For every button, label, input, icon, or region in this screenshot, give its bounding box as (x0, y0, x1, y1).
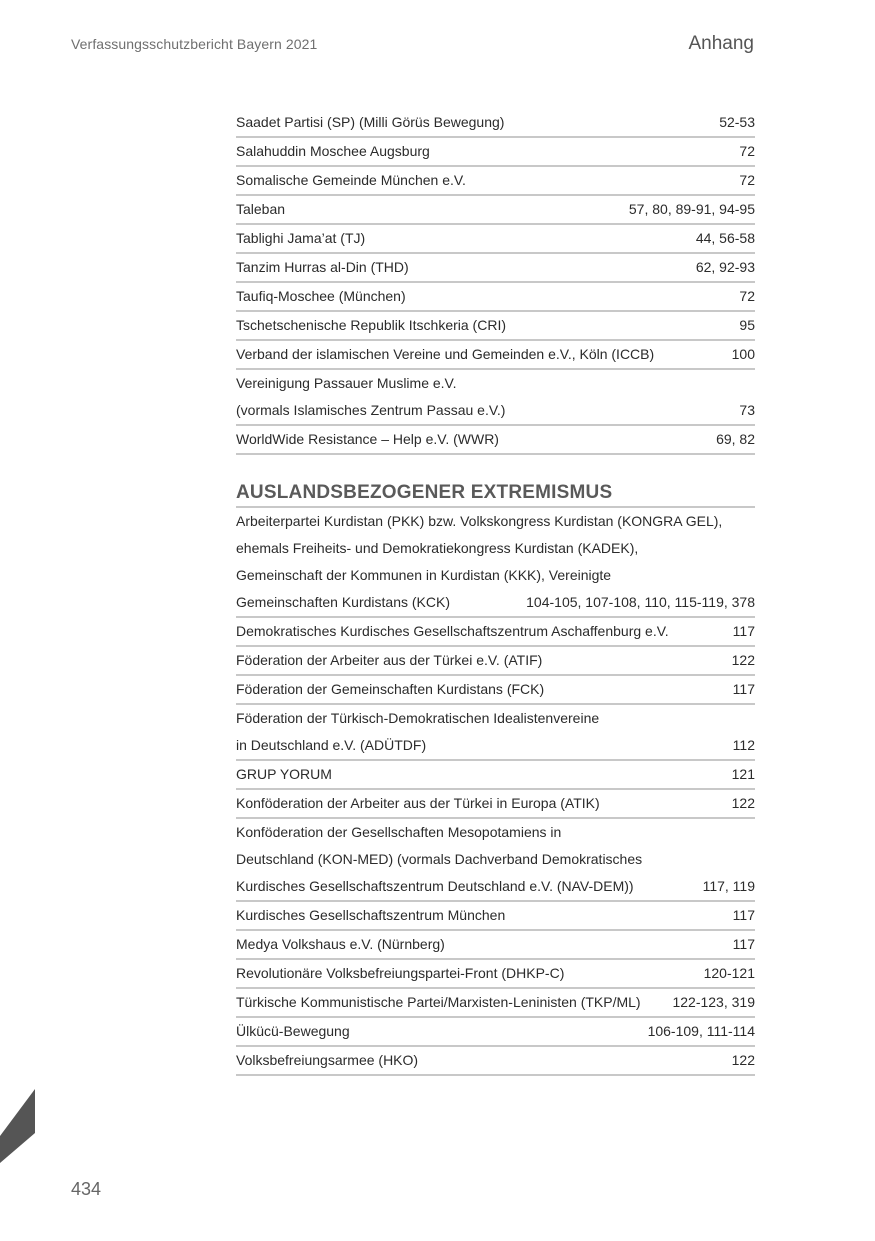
index-entry-line (236, 647, 755, 674)
index-entry-line (236, 312, 755, 339)
entry-name: Tanzim Hurras al-Din (THD) (236, 259, 409, 275)
entry-pages: 69, 82 (716, 431, 755, 447)
index-entry-line (236, 562, 755, 589)
index-entry-line (236, 790, 755, 817)
index-entry-line (236, 931, 755, 958)
entry-pages: 120-121 (703, 965, 755, 981)
entry-name: Vereinigung Passauer Muslime e.V. (236, 375, 457, 391)
index-entry-line (236, 819, 755, 846)
entry-pages: 122 (731, 795, 755, 811)
index-entry-line (236, 846, 755, 873)
entry-name: Föderation der Türkisch-Demokratischen Idealistenvereine (236, 710, 600, 726)
entry-pages: 62, 92-93 (695, 259, 755, 275)
index-entry-line (236, 589, 755, 616)
index-entry (236, 1018, 755, 1047)
index-entry (236, 618, 755, 647)
entry-name: Volksbefreiungsarmee (HKO) (236, 1052, 419, 1068)
index-entry (236, 370, 755, 426)
entry-name: Gemeinschaften Kurdistans (KCK) (236, 594, 450, 610)
index-entry (236, 676, 755, 705)
entry-name: Revolutionäre Volksbefreiungspartei-Front (DHKP-C) (236, 965, 565, 981)
entry-name: (vormals Islamisches Zentrum Passau e.V.) (236, 402, 506, 418)
index-entry-line (236, 676, 755, 703)
entry-name: Ülkücü-Bewegung (236, 1023, 350, 1039)
index-entry (236, 508, 755, 618)
entry-pages: 52-53 (719, 114, 755, 130)
entry-name: Deutschland (KON-MED) (vormals Dachverband Demokratisches (236, 851, 643, 867)
entry-name: in Deutschland e.V. (ADÜTDF) (236, 737, 427, 753)
index-entry (236, 312, 755, 341)
entry-name: Saadet Partisi (SP) (Milli Görüs Bewegung) (236, 114, 505, 130)
entry-name: Somalische Gemeinde München e.V. (236, 172, 466, 188)
entry-name: Kurdisches Gesellschaftszentrum München (236, 907, 506, 923)
index-entry (236, 960, 755, 989)
index-entry-line (236, 225, 755, 252)
index-entry (236, 902, 755, 931)
entry-pages: 72 (739, 172, 755, 188)
section-label: Anhang (688, 33, 754, 54)
entry-name: WorldWide Resistance – Help e.V. (WWR) (236, 431, 499, 447)
entry-pages: 72 (739, 143, 755, 159)
entry-name: Föderation der Gemeinschaften Kurdistans (FCK) (236, 681, 545, 697)
entry-pages: 104-105, 107-108, 110, 115-119, 378 (526, 594, 755, 610)
entry-name: Tschetschenische Republik Itschkeria (CRI) (236, 317, 506, 333)
entry-name: Gemeinschaft der Kommunen in Kurdistan (KKK), Vereinigte (236, 567, 612, 583)
entry-pages: 117 (732, 623, 755, 639)
entry-pages: 100 (731, 346, 755, 362)
index-entry (236, 705, 755, 761)
entry-pages: 95 (739, 317, 755, 333)
index-entry (236, 167, 755, 196)
index-entry-line (236, 960, 755, 987)
entry-name: Konföderation der Arbeiter aus der Türkei in Europa (ATIK) (236, 795, 600, 811)
index-entry (236, 283, 755, 312)
entry-pages: 44, 56-58 (695, 230, 755, 246)
entry-name: ehemals Freiheits- und Demokratiekongress Kurdistan (KADEK), (236, 540, 639, 556)
entry-pages: 106-109, 111-114 (647, 1023, 755, 1039)
index-entry-line (236, 109, 755, 136)
entry-name: Verband der islamischen Vereine und Gemeinden e.V., Köln (ICCB) (236, 346, 655, 362)
entry-name: Salahuddin Moschee Augsburg (236, 143, 430, 159)
index-list-continued (236, 109, 755, 455)
index-entry-line (236, 732, 755, 759)
index-entry (236, 138, 755, 167)
entry-name: Medya Volkshaus e.V. (Nürnberg) (236, 936, 445, 952)
entry-pages: 122 (731, 1052, 755, 1068)
index-entry-line (236, 618, 755, 645)
index-entry-line (236, 196, 755, 223)
entry-name: Kurdisches Gesellschaftszentrum Deutschland e.V. (NAV-DEM)) (236, 878, 634, 894)
entry-pages: 117 (732, 681, 755, 697)
index-entry (236, 819, 755, 902)
entry-name: Demokratisches Kurdisches Gesellschaftszentrum Aschaffenburg e.V. (236, 623, 669, 639)
entry-pages: 57, 80, 89-91, 94-95 (628, 201, 755, 217)
index-entry-line (236, 283, 755, 310)
index-entry-line (236, 341, 755, 368)
index-entry-line (236, 989, 755, 1016)
running-title: Verfassungsschutzbericht Bayern 2021 (71, 36, 318, 52)
index-entry-line (236, 705, 755, 732)
entry-name: Föderation der Arbeiter aus der Türkei e.V. (ATIF) (236, 652, 543, 668)
page-number: 434 (71, 1179, 102, 1199)
entry-pages: 122 (731, 652, 755, 668)
index-entry (236, 989, 755, 1018)
index-entry (236, 109, 755, 138)
section-heading: AUSLANDSBEZOGENER EXTREMISMUS (236, 479, 755, 508)
index-content (236, 109, 755, 1076)
index-entry-line (236, 535, 755, 562)
index-entry-line (236, 508, 755, 535)
index-entry (236, 761, 755, 790)
index-entry-line (236, 426, 755, 453)
index-entry (236, 1047, 755, 1076)
entry-name: Tablighi Jama’at (TJ) (236, 230, 366, 246)
index-entry-line (236, 1018, 755, 1045)
entry-pages: 112 (732, 737, 755, 753)
index-entry-line (236, 873, 755, 900)
entry-name: Arbeiterpartei Kurdistan (PKK) bzw. Volkskongress Kurdistan (KONGRA GEL), (236, 513, 723, 529)
index-entry (236, 254, 755, 283)
index-entry (236, 196, 755, 225)
index-entry-line (236, 761, 755, 788)
entry-name: Taufiq-Moschee (München) (236, 288, 406, 304)
index-entry (236, 341, 755, 370)
index-entry (236, 426, 755, 455)
entry-pages: 117 (732, 936, 755, 952)
index-entry (236, 790, 755, 819)
entry-pages: 72 (739, 288, 755, 304)
index-list-auslandsbezogener-extremismus (236, 508, 755, 1076)
index-entry (236, 225, 755, 254)
index-entry-line (236, 370, 755, 397)
entry-pages: 117 (732, 907, 755, 923)
entry-name: Türkische Kommunistische Partei/Marxisten-Leninisten (TKP/ML) (236, 994, 641, 1010)
index-entry-line (236, 1047, 755, 1074)
entry-name: Konföderation der Gesellschaften Mesopotamiens in (236, 824, 562, 840)
index-entry-line (236, 254, 755, 281)
index-entry-line (236, 397, 755, 424)
index-entry (236, 647, 755, 676)
entry-pages: 122-123, 319 (672, 994, 755, 1010)
entry-pages: 73 (739, 402, 755, 418)
index-entry-line (236, 167, 755, 194)
index-entry-line (236, 138, 755, 165)
entry-pages: 117, 119 (702, 878, 755, 894)
entry-name: Taleban (236, 201, 286, 217)
entry-name: GRUP YORUM (236, 766, 332, 782)
entry-pages: 121 (731, 766, 755, 782)
index-entry-line (236, 902, 755, 929)
corner-decoration-icon (0, 1088, 36, 1164)
index-entry (236, 931, 755, 960)
